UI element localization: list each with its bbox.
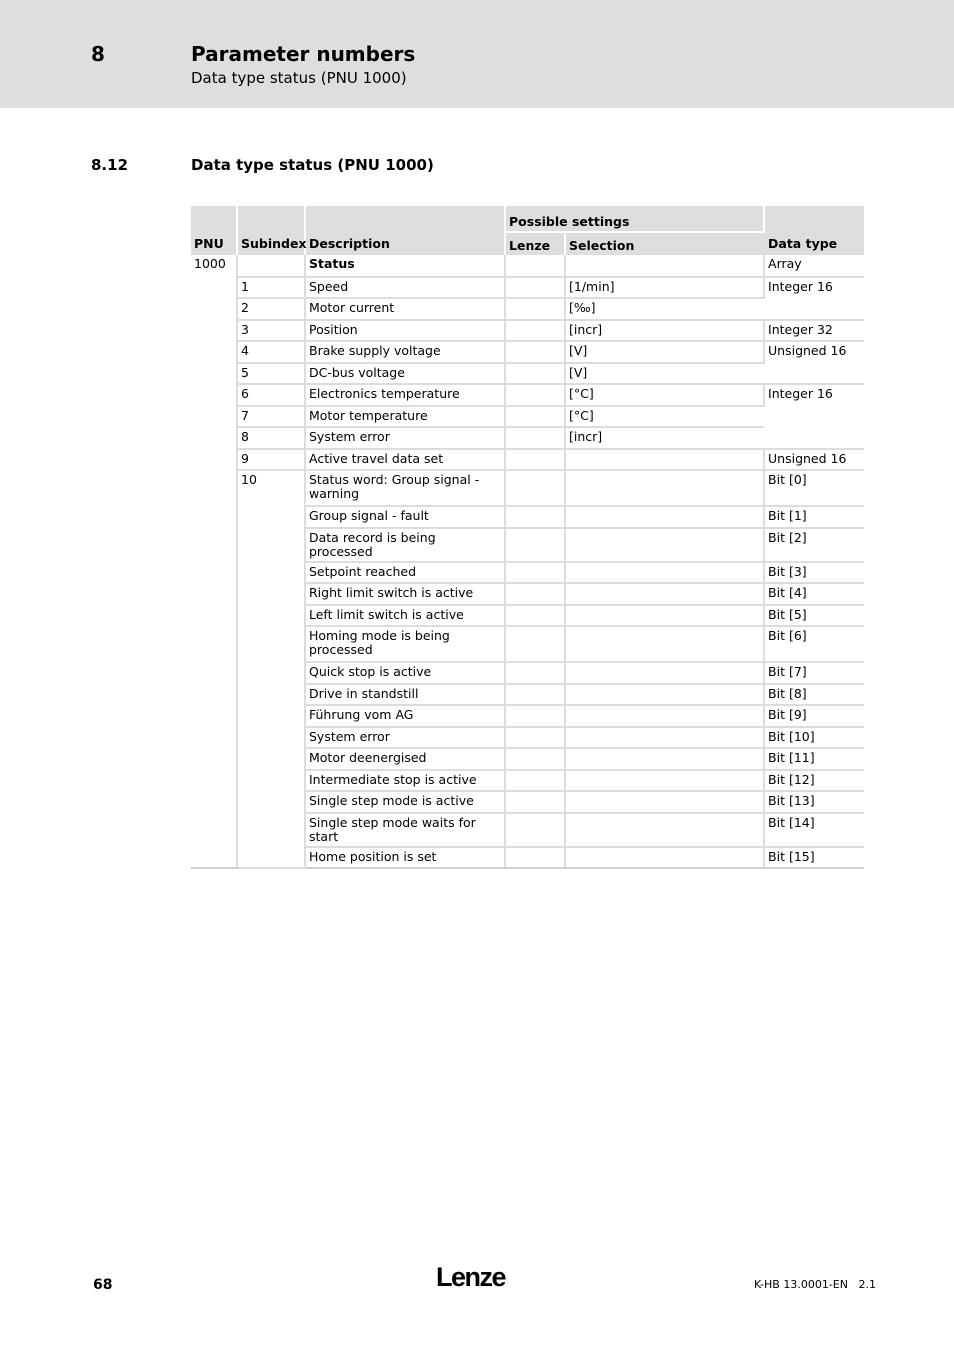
selection-cell [565, 449, 764, 471]
description-cell: Single step mode is active [305, 791, 505, 813]
lenze-cell [505, 298, 565, 320]
document-code: K-HB 13.0001-EN [754, 1278, 848, 1291]
selection-cell [565, 506, 764, 528]
description-cell: DC-bus voltage [305, 363, 505, 385]
selection-cell: [1/min] [565, 277, 764, 299]
header-pnu: PNU [191, 206, 237, 255]
table-row [191, 320, 864, 342]
lenze-cell [505, 320, 565, 342]
lenze-cell [505, 449, 565, 471]
data-type-cell: Bit [12] [764, 770, 864, 792]
subindex-cell: 7 [237, 406, 305, 428]
lenze-cell [505, 727, 565, 749]
selection-cell: [°C] [565, 384, 764, 406]
lenze-cell [505, 255, 565, 277]
data-type-cell: Bit [9] [764, 705, 864, 727]
selection-cell: [°C] [565, 406, 764, 428]
selection-cell [565, 705, 764, 727]
header-subindex: Subindex [237, 206, 305, 255]
selection-cell [565, 813, 764, 847]
selection-cell [565, 662, 764, 684]
lenze-cell [505, 406, 565, 428]
lenze-cell [505, 847, 565, 869]
data-type-cell: Bit [3] [764, 562, 864, 584]
subindex-cell: 6 [237, 384, 305, 406]
table-row [191, 341, 864, 363]
description-cell: System error [305, 727, 505, 749]
data-type-cell: Bit [0] [764, 470, 864, 506]
description-cell: Intermediate stop is active [305, 770, 505, 792]
selection-cell [565, 748, 764, 770]
table-row [191, 384, 864, 406]
description-cell: Setpoint reached [305, 562, 505, 584]
subindex-cell: 8 [237, 427, 305, 449]
data-type-cell: Bit [14] [764, 813, 864, 847]
subindex-cell: 9 [237, 449, 305, 471]
data-type-cell: Integer 16 [764, 277, 864, 320]
document-id [754, 1278, 876, 1291]
lenze-cell [505, 662, 565, 684]
header-selection: Selection [565, 232, 764, 255]
header-lenze: Lenze [505, 232, 565, 255]
data-type-cell: Bit [6] [764, 626, 864, 662]
table-row [191, 427, 864, 449]
selection-cell [565, 684, 764, 706]
header-data-type: Data type [764, 206, 864, 255]
data-type-cell: Unsigned 16 [764, 341, 864, 384]
chapter-number: 8 [91, 42, 105, 66]
selection-cell: [V] [565, 363, 764, 385]
lenze-cell [505, 470, 565, 506]
table-row [191, 255, 864, 277]
table-row [191, 470, 864, 506]
lenze-cell [505, 427, 565, 449]
document-version: 2.1 [858, 1278, 876, 1291]
description-cell: Quick stop is active [305, 662, 505, 684]
data-type-cell: Bit [13] [764, 791, 864, 813]
lenze-cell [505, 770, 565, 792]
subindex-cell: 2 [237, 298, 305, 320]
section-title: Data type status (PNU 1000) [191, 156, 434, 174]
selection-cell [565, 791, 764, 813]
lenze-cell [505, 528, 565, 562]
description-cell: Speed [305, 277, 505, 299]
pnu-value: 1000 [191, 255, 237, 868]
lenze-cell [505, 506, 565, 528]
description-cell: Homing mode is being processed [305, 626, 505, 662]
table-row [191, 277, 864, 299]
lenze-cell [505, 583, 565, 605]
data-type-cell: Bit [5] [764, 605, 864, 627]
description-cell: Position [305, 320, 505, 342]
lenze-cell [505, 384, 565, 406]
header-description: Description [305, 206, 505, 255]
selection-cell [565, 847, 764, 869]
selection-cell [565, 528, 764, 562]
description-cell: Data record is being processed [305, 528, 505, 562]
selection-cell [565, 255, 764, 277]
description-cell: Single step mode waits for start [305, 813, 505, 847]
lenze-cell [505, 605, 565, 627]
description-cell: Status word: Group signal - warning [305, 470, 505, 506]
data-type-cell: Bit [11] [764, 748, 864, 770]
chapter-title: Parameter numbers [191, 42, 416, 66]
selection-cell [565, 470, 764, 506]
description-cell: Motor deenergised [305, 748, 505, 770]
description-cell: Group signal - fault [305, 506, 505, 528]
chapter-subtitle: Data type status (PNU 1000) [191, 69, 407, 87]
description-cell: System error [305, 427, 505, 449]
subindex-cell: 10 [237, 470, 305, 868]
data-type-cell: Bit [10] [764, 727, 864, 749]
selection-cell [565, 770, 764, 792]
data-type-cell: Bit [4] [764, 583, 864, 605]
lenze-cell [505, 363, 565, 385]
description-cell: Motor temperature [305, 406, 505, 428]
lenze-cell [505, 748, 565, 770]
lenze-logo: Lenze [436, 1262, 506, 1292]
subindex-cell: 5 [237, 363, 305, 385]
data-type-cell: Array [764, 255, 864, 277]
page-header [0, 0, 954, 108]
selection-cell: [incr] [565, 320, 764, 342]
page-number: 68 [93, 1277, 113, 1293]
description-cell: Motor current [305, 298, 505, 320]
lenze-cell [505, 562, 565, 584]
subindex-cell: 4 [237, 341, 305, 363]
selection-cell [565, 626, 764, 662]
description-cell: Drive in standstill [305, 684, 505, 706]
selection-cell [565, 583, 764, 605]
header-possible-settings: Possible settings [505, 206, 764, 232]
description-cell: Home position is set [305, 847, 505, 869]
description-cell: Brake supply voltage [305, 341, 505, 363]
subindex-cell: 1 [237, 277, 305, 299]
description-cell: Führung vom AG [305, 705, 505, 727]
lenze-cell [505, 813, 565, 847]
lenze-cell [505, 341, 565, 363]
data-type-cell: Integer 32 [764, 320, 864, 342]
data-type-cell: Bit [8] [764, 684, 864, 706]
selection-cell: [incr] [565, 427, 764, 449]
selection-cell [565, 727, 764, 749]
description-cell: Status [305, 255, 505, 277]
data-type-cell: Integer 16 [764, 384, 864, 449]
description-cell: Right limit switch is active [305, 583, 505, 605]
lenze-cell [505, 705, 565, 727]
data-type-cell: Bit [1] [764, 506, 864, 528]
lenze-cell [505, 684, 565, 706]
data-type-cell: Bit [7] [764, 662, 864, 684]
description-cell: Left limit switch is active [305, 605, 505, 627]
section-number: 8.12 [91, 156, 129, 174]
table-row [191, 449, 864, 471]
table-row [191, 406, 864, 428]
lenze-cell [505, 626, 565, 662]
subindex-cell [237, 255, 305, 277]
subindex-cell: 3 [237, 320, 305, 342]
table-row [191, 363, 864, 385]
table-row [191, 298, 864, 320]
description-cell: Electronics temperature [305, 384, 505, 406]
data-type-cell: Bit [2] [764, 528, 864, 562]
selection-cell [565, 562, 764, 584]
parameter-table [191, 206, 864, 869]
selection-cell [565, 605, 764, 627]
data-type-cell: Unsigned 16 [764, 449, 864, 471]
data-type-cell: Bit [15] [764, 847, 864, 869]
selection-cell: [‰] [565, 298, 764, 320]
lenze-cell [505, 791, 565, 813]
lenze-cell [505, 277, 565, 299]
selection-cell: [V] [565, 341, 764, 363]
description-cell: Active travel data set [305, 449, 505, 471]
